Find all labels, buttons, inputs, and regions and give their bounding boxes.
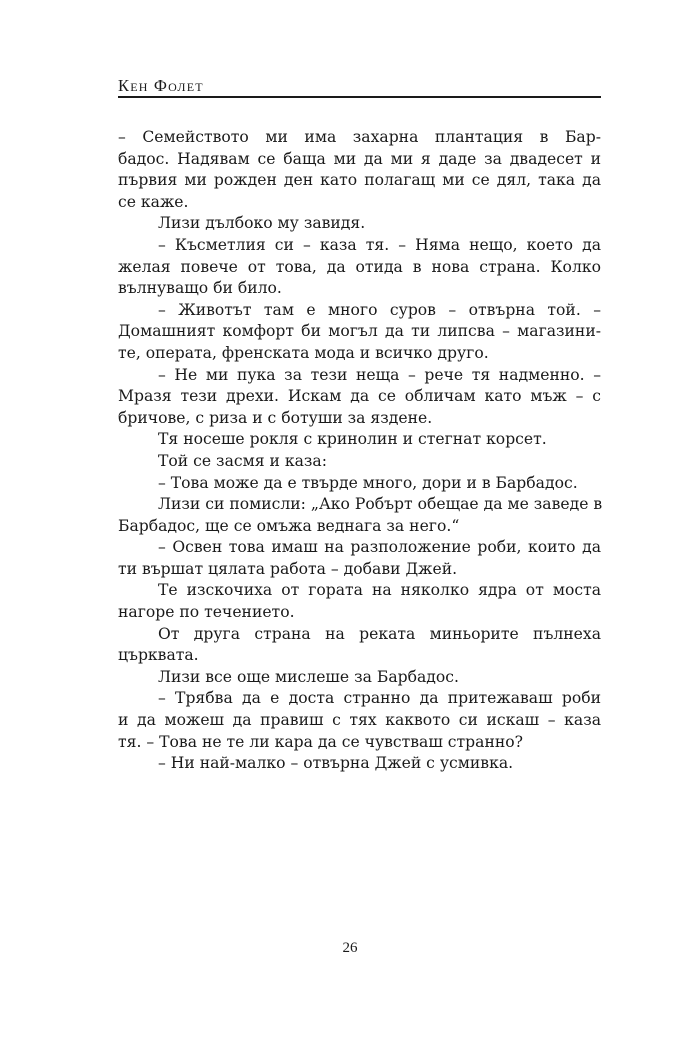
body-text (118, 127, 601, 775)
text-line: бричове, с риза и с ботуши за яздене. (118, 408, 433, 427)
text-line: първия ми рожден ден като полагащ ми се дял, така да (118, 171, 601, 190)
text-line: Те изскочиха от гората на няколко ядра от моста (158, 581, 601, 600)
text-line: ти вършат цялата работа – добави Джей. (118, 559, 458, 578)
text-line: те, операта, френската мода и всичко друго. (118, 343, 489, 362)
text-line: се каже. (118, 192, 189, 211)
text-line: нагоре по течението. (118, 603, 295, 622)
page-number: 26 (342, 940, 358, 956)
text-line: Лизи си помисли: „Ако Робърт обещае да ме заведе в (158, 495, 603, 514)
text-line: – Семейството ми има захарна плантация в Бар- (118, 128, 601, 146)
text-line: – Това може да е твърде много, дори и в Барбадос. (158, 473, 578, 492)
text-line: – Късметлия си – каза тя. – Няма нещо, което да (158, 235, 601, 254)
text-line: църквата. (118, 646, 199, 665)
text-line: Лизи все още мислеше за Барбадос. (158, 667, 459, 686)
text-line: – Не ми пука за тези неща – рече тя надменно. – (158, 365, 601, 384)
text-line: – Животът там е много суров – отвърна той. – (158, 300, 601, 319)
text-line: и да можеш да правиш с тях каквото си искаш – каза (118, 711, 601, 730)
text-line: Лизи дълбоко му завидя. (158, 214, 366, 233)
text-line: вълнуващо би било. (118, 279, 282, 298)
text-line: – Ни най-малко – отвърна Джей с усмивка. (158, 754, 514, 773)
text-line: Тя носеше рокля с кринолин и стегнат корсет. (158, 430, 547, 449)
running-head: Кен Фолет (118, 76, 204, 95)
text-line: желая повече от това, да отида в нова страна. Колко (118, 257, 601, 276)
text-line: – Трябва да е доста странно да притежаваш роби (158, 689, 601, 708)
text-line: Мразя тези дрехи. Искам да се обличам като мъж – с (118, 387, 601, 406)
text-line: Той се засмя и каза: (158, 451, 327, 470)
text-line: От друга страна на реката миньорите пълнеха (158, 624, 601, 643)
text-line: тя. – Това не те ли кара да се чувстваш странно? (118, 732, 523, 751)
header-rule (118, 96, 601, 98)
text-line: Барбадос, ще се омъжа веднага за него.“ (118, 516, 460, 535)
text-line: – Освен това имаш на разположение роби, които да (158, 538, 601, 557)
text-line: бадос. Надявам се баща ми да ми я даде за двадесет и (118, 149, 601, 168)
text-line: Домашният комфорт би могъл да ти липсва – магазини- (118, 322, 601, 341)
